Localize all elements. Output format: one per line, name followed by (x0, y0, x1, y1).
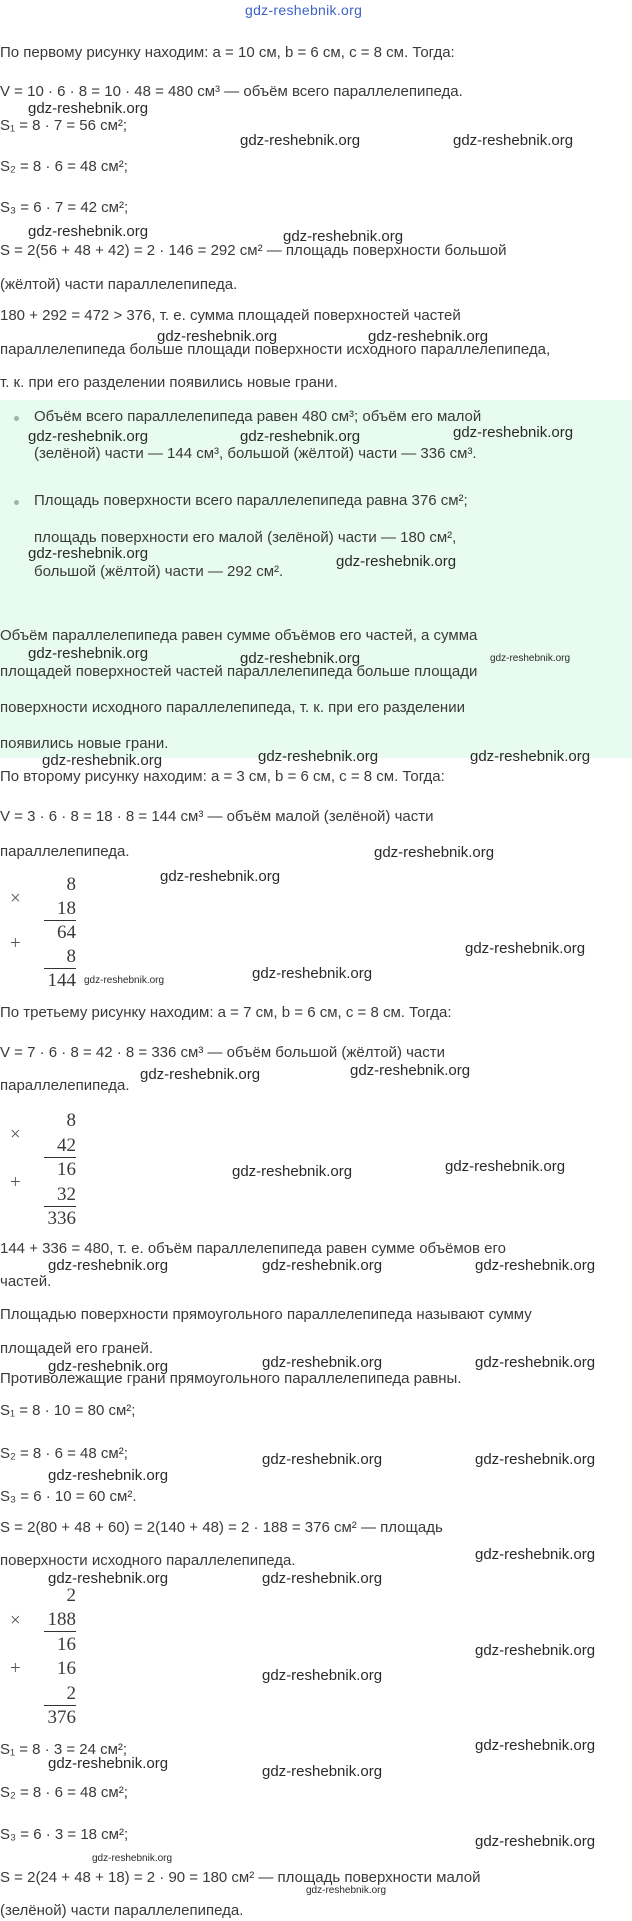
text-line: S₂ = 8 · 6 = 48 см²; (0, 158, 128, 175)
watermark: gdz-reshebnik.org (28, 223, 149, 240)
text-line: S₁ = 8 · 3 = 24 см²; (0, 1741, 128, 1758)
text-line: S₃ = 6 · 7 = 42 см²; (0, 199, 129, 216)
watermark: gdz-reshebnik.org (475, 1833, 596, 1850)
watermark: gdz-reshebnik.org (374, 844, 495, 861)
text-line: S = 2(56 + 48 + 42) = 2 · 146 = 292 см² — площадь поверхности большой (0, 242, 507, 259)
watermark: gdz-reshebnik.org (490, 653, 571, 664)
plus-sign: + (10, 1658, 21, 1679)
text-line: параллелепипеда. (0, 1077, 130, 1094)
calc-operand: 2 (66, 1585, 76, 1606)
text-line: S = 2(24 + 48 + 18) = 2 · 90 = 180 см² — площадь поверхности малой (0, 1869, 481, 1886)
calc-result: 376 (47, 1707, 76, 1728)
text-line: Противолежащие грани прямоугольного параллелепипеда равны. (0, 1370, 462, 1387)
watermark: gdz-reshebnik.org (157, 328, 278, 345)
watermark: gdz-reshebnik.org (475, 1642, 596, 1659)
summary-bullet-line: Площадь поверхности всего параллелепипеда равна 376 см²; (34, 492, 468, 509)
text-line: По третьему рисунку находим: a = 7 см, b = 6 см, c = 8 см. Тогда: (0, 1004, 452, 1021)
watermark: gdz-reshebnik.org (42, 752, 163, 769)
calc-result: 336 (47, 1208, 76, 1229)
watermark: gdz-reshebnik.org (92, 1853, 173, 1864)
watermark: gdz-reshebnik.org (48, 1755, 169, 1772)
watermark: gdz-reshebnik.org (28, 645, 149, 662)
calc-partial: 32 (44, 1184, 76, 1207)
watermark: gdz-reshebnik.org (84, 975, 165, 986)
calc-partial: 2 (44, 1683, 76, 1706)
text-line: S₃ = 6 · 3 = 18 см²; (0, 1826, 129, 1843)
text-line: Площадью поверхности прямоугольного параллелепипеда называют сумму (0, 1306, 532, 1323)
watermark: gdz-reshebnik.org (262, 1354, 383, 1371)
summary-conclusion-line: поверхности исходного параллелепипеда, т. к. при его разделении (0, 699, 465, 716)
text-line: 144 + 336 = 480, т. е. объём параллелепипеда равен сумме объёмов его (0, 1240, 506, 1257)
watermark: gdz-reshebnik.org (475, 1737, 596, 1754)
calc-operand: 8 (66, 1110, 76, 1131)
watermark: gdz-reshebnik.org (140, 1066, 261, 1083)
text-line: площадей его граней. (0, 1340, 154, 1357)
text-line: По второму рисунку находим: a = 3 см, b = 6 см, c = 8 см. Тогда: (0, 768, 445, 785)
times-sign: × (10, 1610, 21, 1631)
summary-conclusion-line: появились новые грани. (0, 735, 169, 752)
watermark: gdz-reshebnik.org (445, 1158, 566, 1175)
watermark: gdz-reshebnik.org (48, 1467, 169, 1484)
text-line: поверхности исходного параллелепипеда. (0, 1552, 296, 1569)
calc-operand: 188 (44, 1609, 76, 1632)
watermark: gdz-reshebnik.org (28, 100, 149, 117)
watermark: gdz-reshebnik.org (475, 1451, 596, 1468)
watermark: gdz-reshebnik.org (258, 748, 379, 765)
watermark: gdz-reshebnik.org (262, 1451, 383, 1468)
text-line: (зелёной) части параллелепипеда. (0, 1902, 244, 1919)
summary-conclusion-line: площадей поверхностей частей параллелепипеда больше площади (0, 663, 478, 680)
calc-operand: 8 (66, 874, 76, 895)
watermark: gdz-reshebnik.org (453, 132, 574, 149)
summary-bullet-line: Объём всего параллелепипеда равен 480 см³; объём его малой (34, 408, 482, 425)
calc-partial: 64 (57, 922, 76, 943)
watermark: gdz-reshebnik.org (262, 1667, 383, 1684)
watermark: gdz-reshebnik.org (232, 1163, 353, 1180)
watermark: gdz-reshebnik.org (240, 428, 361, 445)
site-link[interactable]: gdz-reshebnik.org (245, 2, 363, 18)
watermark: gdz-reshebnik.org (336, 553, 457, 570)
summary-bullet-line: (зелёной) части — 144 см³, большой (жёлтой) части — 336 см³. (34, 445, 477, 462)
watermark: gdz-reshebnik.org (252, 965, 373, 982)
watermark: gdz-reshebnik.org (350, 1062, 471, 1079)
watermark: gdz-reshebnik.org (28, 545, 149, 562)
watermark: gdz-reshebnik.org (240, 650, 361, 667)
text-line: S₃ = 6 · 10 = 60 см². (0, 1488, 137, 1505)
watermark: gdz-reshebnik.org (240, 132, 361, 149)
watermark: gdz-reshebnik.org (28, 428, 149, 445)
text-line: S₁ = 8 · 7 = 56 см²; (0, 117, 128, 134)
watermark: gdz-reshebnik.org (160, 868, 281, 885)
text-line: V = 7 · 6 · 8 = 42 · 8 = 336 см³ — объём большой (жёлтой) части (0, 1044, 446, 1061)
text-line: V = 3 · 6 · 8 = 18 · 8 = 144 см³ — объём малой (зелёной) части (0, 808, 434, 825)
summary-conclusion-line: Объём параллелепипеда равен сумме объёмов его частей, а сумма (0, 627, 478, 644)
watermark: gdz-reshebnik.org (453, 424, 574, 441)
watermark: gdz-reshebnik.org (475, 1257, 596, 1274)
watermark: gdz-reshebnik.org (368, 328, 489, 345)
calc-partial: 16 (57, 1658, 76, 1679)
times-sign: × (10, 888, 21, 909)
summary-bullet-line: большой (жёлтой) части — 292 см². (34, 563, 284, 580)
text-line: S₂ = 8 · 6 = 48 см²; (0, 1445, 128, 1462)
text-line: частей. (0, 1273, 52, 1290)
watermark: gdz-reshebnik.org (48, 1570, 169, 1587)
text-line: параллелепипеда больше площади поверхности исходного параллелепипеда, (0, 341, 551, 358)
watermark: gdz-reshebnik.org (465, 940, 586, 957)
plus-sign: + (10, 1172, 21, 1193)
watermark: gdz-reshebnik.org (475, 1354, 596, 1371)
calc-result: 144 (47, 970, 76, 991)
text-line: S₂ = 8 · 6 = 48 см²; (0, 1784, 128, 1801)
watermark: gdz-reshebnik.org (262, 1257, 383, 1274)
watermark: gdz-reshebnik.org (475, 1546, 596, 1563)
watermark: gdz-reshebnik.org (306, 1885, 387, 1896)
text-line: 180 + 292 = 472 > 376, т. е. сумма площадей поверхностей частей (0, 307, 461, 324)
calc-operand: 18 (44, 898, 76, 921)
text-line: V = 10 · 6 · 8 = 10 · 48 = 480 см³ — объём всего параллелепипеда. (0, 83, 463, 100)
calc-partial: 8 (44, 946, 76, 969)
text-line: S₁ = 8 · 10 = 80 см²; (0, 1402, 136, 1419)
watermark: gdz-reshebnik.org (48, 1358, 169, 1375)
watermark: gdz-reshebnik.org (283, 228, 404, 245)
times-sign: × (10, 1124, 21, 1145)
text-line: По первому рисунку находим: a = 10 см, b = 6 см, c = 8 см. Тогда: (0, 44, 455, 61)
text-line: параллелепипеда. (0, 843, 130, 860)
bullet-dot (14, 500, 19, 505)
calc-partial: 16 (57, 1159, 76, 1180)
plus-sign: + (10, 933, 21, 954)
text-line: т. к. при его разделении появились новые грани. (0, 374, 338, 391)
calc-operand: 42 (44, 1135, 76, 1158)
text-line: (жёлтой) части параллелепипеда. (0, 276, 238, 293)
watermark: gdz-reshebnik.org (48, 1257, 169, 1274)
bullet-dot (14, 416, 19, 421)
text-line: S = 2(80 + 48 + 60) = 2(140 + 48) = 2 · 188 = 376 см² — площадь (0, 1519, 443, 1536)
summary-bullet-line: площадь поверхности его малой (зелёной) части — 180 см², (34, 529, 457, 546)
watermark: gdz-reshebnik.org (262, 1763, 383, 1780)
calc-partial: 16 (57, 1634, 76, 1655)
watermark: gdz-reshebnik.org (262, 1570, 383, 1587)
watermark: gdz-reshebnik.org (470, 748, 591, 765)
